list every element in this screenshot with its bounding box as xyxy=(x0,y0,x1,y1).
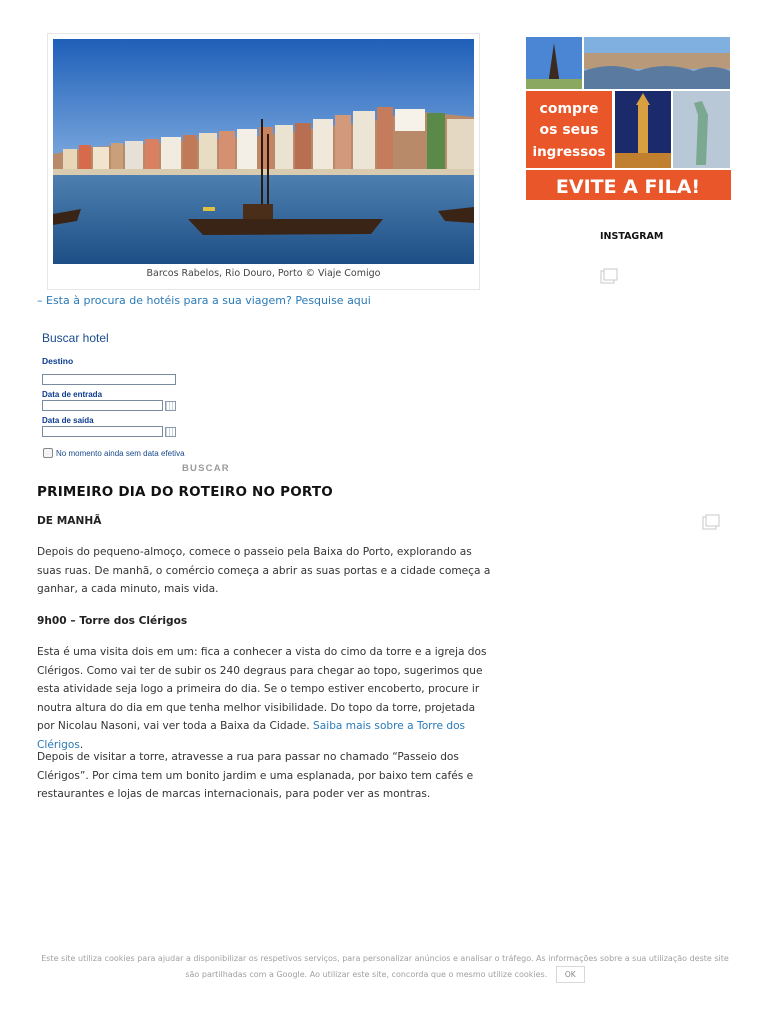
no-date-label: No momento ainda sem data efetiva xyxy=(56,449,185,458)
subheading-torre: 9h00 – Torre dos Clérigos xyxy=(37,615,188,627)
checkout-label: Data de saída xyxy=(42,416,94,425)
hotel-search-link[interactable]: – Esta à procura de hotéis para a sua viagem? Pesquise aqui xyxy=(37,294,371,307)
form-title: Buscar hotel xyxy=(42,331,109,345)
calendar-icon[interactable] xyxy=(165,401,176,411)
checkin-label: Data de entrada xyxy=(42,390,103,399)
image-placeholder-icon xyxy=(702,514,720,530)
search-button[interactable]: BUSCAR xyxy=(182,463,230,474)
cookie-ok-button[interactable]: OK xyxy=(556,966,585,983)
image-placeholder-icon xyxy=(600,268,618,284)
ad-line1: compre xyxy=(539,101,599,117)
destination-label: Destino xyxy=(42,356,74,366)
no-date-checkbox[interactable] xyxy=(43,448,53,458)
article-paragraph: Esta é uma visita dois em um: fica a conhecer a vista do cimo da torre e a igreja dos Clérigos. Como vai ter de subir os 240 degraus para chegar ao topo, sugerimos que esta atividade seja logo a primeira do dia. Se o tempo estiver encoberto, procure ir noutra altura do dia em que tenha melhor visibilidade. Do topo da torre, projetada por Nicolau Nasoni, vai ver toda a Baixa da Cidade. Saiba mais sobre a Torre dos Clérigos. xyxy=(37,646,487,751)
day-heading: PRIMEIRO DIA DO ROTEIRO NO PORTO xyxy=(37,484,333,500)
instagram-title: INSTAGRAM xyxy=(600,231,664,242)
section-morning: DE MANHÃ xyxy=(37,515,102,527)
torre-link[interactable]: Saiba mais sobre a Torre dos Clérigos xyxy=(37,720,466,751)
ad-line3: ingressos xyxy=(532,144,606,160)
article-paragraph: Depois do pequeno-almoço, comece o passeio pela Baixa do Porto, explorando as suas ruas. De manhã, o comércio começa a abrir as suas portas e a cidade começa a ganhar, a cada minuto, mais vida. xyxy=(37,546,491,595)
tickets-ad[interactable] xyxy=(526,35,731,200)
ad-banner: EVITE A FILA! xyxy=(555,176,701,198)
hotel-search-form xyxy=(42,331,242,474)
checkin-input[interactable] xyxy=(42,400,163,411)
porto-river-photo[interactable] xyxy=(53,39,474,264)
ad-line2: os seus xyxy=(539,122,599,138)
cookie-text: Este site utiliza cookies para ajudar a disponibilizar os respetivos serviços, para personalizar anúncios e analisar o tráfego. As informações sobre a sua utilização deste site são partilhadas com a Google. Ao utilizar este site, concorda que o mesmo utilize cookies. xyxy=(41,954,729,979)
calendar-icon[interactable] xyxy=(165,427,176,437)
paragraph-text: Esta é uma visita dois em um: fica a conhecer a vista do cimo da torre e a igreja dos Clérigos. Como vai ter de subir os 240 degraus para chegar ao topo, sugerimos que esta atividade seja logo a primeira do dia. Se o tempo estiver encoberto, procure ir noutra altura do dia em que tenha melhor visibilidade. Do topo da torre, projetada por Nicolau Nasoni, vai ver toda a Baixa da Cidade. xyxy=(37,646,487,732)
article-paragraph: Depois de visitar a torre, atravesse a rua para passar no chamado “Passeio dos Clérigos”. Por cima tem um bonito jardim e uma esplanada, por baixo tem cafés e restaurantes e lojas de marcas internacionais, para poder ver as montras. xyxy=(37,751,474,800)
photo-figure xyxy=(47,33,480,290)
destination-input[interactable] xyxy=(42,374,176,385)
checkout-input[interactable] xyxy=(42,426,163,437)
photo-caption: Barcos Rabelos, Rio Douro, Porto © Viaje Comigo xyxy=(146,268,381,279)
cookie-notice xyxy=(40,951,730,983)
